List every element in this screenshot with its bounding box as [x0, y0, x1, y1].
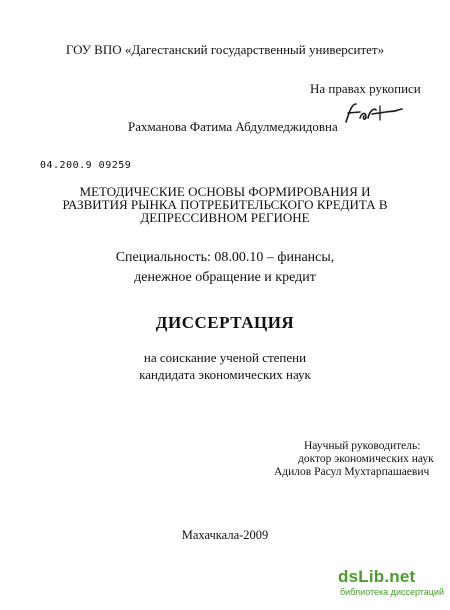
university-name: ГОУ ВПО «Дагестанский государственный университет»	[65, 42, 385, 57]
degree-sought	[0, 349, 450, 383]
signature-icon	[342, 100, 406, 126]
dslib-watermark[interactable]	[338, 568, 448, 598]
degree-line: кандидата экономических наук	[139, 367, 311, 382]
scientific-supervisor	[274, 440, 434, 479]
supervisor-name: Адилов Расул Мухтарпашаевич	[274, 466, 430, 478]
author-name: Рахманова Фатима Абдулмеджидовна	[128, 119, 338, 134]
document-heading: ДИССЕРТАЦИЯ	[155, 313, 295, 332]
title-line: МЕТОДИЧЕСКИЕ ОСНОВЫ ФОРМИРОВАНИЯ И	[79, 184, 371, 199]
supervisor-label: Научный руководитель:	[304, 440, 421, 452]
specialty-line: денежное обращение и кредит	[134, 270, 316, 285]
rights-notice: На правах рукописи	[310, 81, 421, 96]
dissertation-title	[0, 185, 450, 224]
specialty	[0, 248, 450, 288]
watermark-brand: dsLib.net	[338, 567, 416, 586]
specialty-line: Специальность: 08.00.10 – финансы,	[115, 250, 335, 265]
registry-stamp: 04.200.9 09259	[40, 160, 132, 171]
title-line: ДЕПРЕССИВНОМ РЕГИОНЕ	[140, 210, 310, 225]
watermark-subtitle: библиотека диссертаций	[340, 587, 445, 597]
title-line: РАЗВИТИЯ РЫНКА ПОТРЕБИТЕЛЬСКОГО КРЕДИТА В	[62, 197, 388, 212]
city-year: Махачкала-2009	[181, 528, 269, 542]
supervisor-degree: доктор экономических наук	[298, 453, 434, 465]
degree-line: на соискание ученой степени	[143, 350, 307, 365]
